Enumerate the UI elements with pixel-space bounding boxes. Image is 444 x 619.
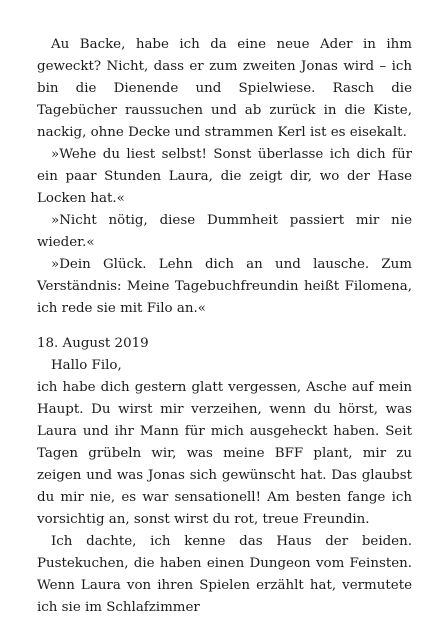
diary-paragraph-dungeon: Ich dachte, ich kenne das Haus der beiden. Pustekuchen, die haben einen Dungeon vom Feinsten. Wenn Laura von ihren Spielen erzählt hat, vermutete ich sie im Schlafzimmer — [37, 534, 412, 615]
diary-date: 18. August 2019 — [37, 336, 149, 351]
paragraph-dein-glueck: »Dein Glück. Lehn dich an und lausche. Zum Verständnis: Meine Tagebuchfreundin heißt Filomena, ich rede sie mit Filo an.« — [37, 257, 412, 316]
paragraph-nicht-noetig: »Nicht nötig, diese Dummheit passiert mir nie wieder.« — [37, 213, 412, 250]
diary-paragraph-vergessen: ich habe dich gestern glatt vergessen, Asche auf mein Haupt. Du wirst mir verzeihen, wenn du hörst, was Laura und ihr Mann für mich ausgeheckt haben. Seit Tagen grübeln wir, was meine BFF plant, mir zu zeigen und was Jonas sich gewünscht hat. Das glaubst du mir nie, es war sensationell! Am besten fange ich vorsichtig an, sonst wirst du rot, treue Freundin. — [37, 380, 412, 527]
paragraph-au-backe: Au Backe, habe ich da eine neue Ader in ihm geweckt? Nicht, dass er zum zweiten Jonas wird – ich bin die Dienende und Spielwiese. Rasch die Tagebücher raussuchen und ab zurück in die Kiste, nackig, ohne Decke und strammen Kerl ist es eisekalt. — [37, 37, 412, 140]
section-gap — [37, 320, 412, 333]
book-page — [37, 34, 412, 619]
paragraph-wehe-du-liest: »Wehe du liest selbst! Sonst überlasse ich dich für ein paar Stunden Laura, die zeigt dir, wo der Hase Locken hat.« — [37, 147, 412, 206]
diary-greeting: Hallo Filo, — [51, 358, 122, 373]
